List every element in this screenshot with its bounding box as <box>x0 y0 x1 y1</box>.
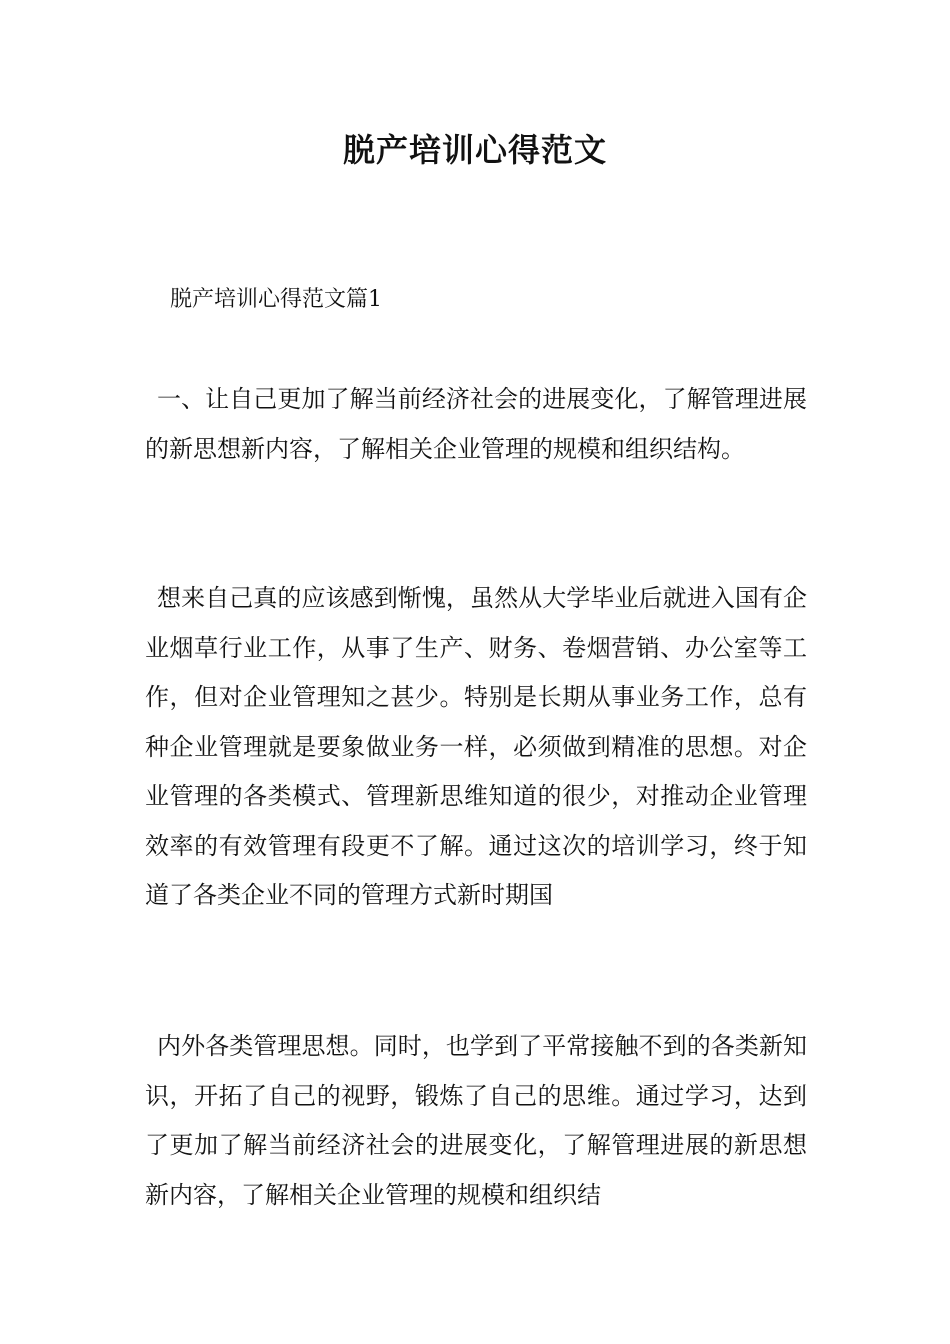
paragraph-2: 想来自己真的应该感到惭愧，虽然从大学毕业后就进入国有企业烟草行业工作，从事了生产、财务、卷烟营销、办公室等工作，但对企业管理知之甚少。特别是长期从事业务工作，总有种企业管理就是要象做业务一样，必须做到精准的思想。对企业管理的各类模式、管理新思维知道的很少，对推动企业管理效率的有效管理有段更不了解。通过这次的培训学习，终于知道了各类企业不同的管理方式新时期国 <box>145 584 807 909</box>
document-title: 脱产培训心得范文 <box>342 131 607 169</box>
paragraph-3: 内外各类管理思想。同时，也学到了平常接触不到的各类新知识，开拓了自己的视野，锻炼了自己的思维。通过学习，达到了更加了解当前经济社会的进展变化，了解管理进展的新思想新内容，了解相关企业管理的规模和组织结 <box>145 1032 807 1209</box>
section-heading: 脱产培训心得范文篇1 <box>170 287 382 312</box>
paragraph-1: 一、让自己更加了解当前经济社会的进展变化，了解管理进展的新思想新内容，了解相关企业管理的规模和组织结构。 <box>145 385 807 463</box>
